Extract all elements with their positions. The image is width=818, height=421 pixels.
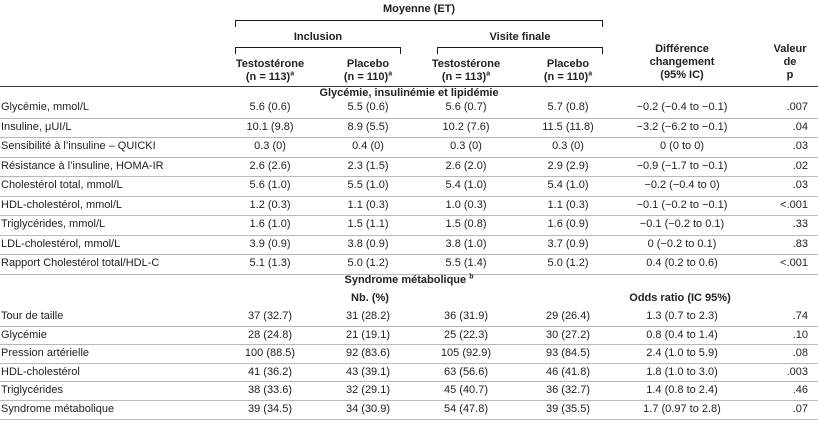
section1-title: Glycémie, insulinémie et lipidémie xyxy=(319,87,499,99)
cell-testo-finale: 63 (56.6) xyxy=(443,365,489,378)
col-placebo-inclusion: Placebo (n = 110)$^a$ xyxy=(343,58,393,83)
cell-p-value: .07 xyxy=(792,403,808,415)
row-label: Tour de taille xyxy=(1,310,64,322)
cell-placebo-inclusion: 2.3 (1.5) xyxy=(347,159,389,172)
cell-placebo-finale: 5.4 (1.0) xyxy=(547,179,589,191)
cell-placebo-inclusion: 0.4 (0) xyxy=(352,140,384,152)
cell-p-value: .02 xyxy=(792,159,808,172)
cell-placebo-inclusion: 5.0 (1.2) xyxy=(347,257,389,269)
cell-testo-finale: 36 (31.9) xyxy=(443,310,489,322)
section2-nb-header: Nb. (%) xyxy=(351,292,389,304)
cell-testo-finale: 5.5 (1.4) xyxy=(445,257,487,269)
cell-testo-finale: 25 (22.3) xyxy=(443,328,489,341)
row-label: LDL-cholestérol, mmol/L xyxy=(1,237,121,250)
row-separator xyxy=(0,254,818,255)
cell-testo-finale: 10.2 (7.6) xyxy=(442,120,490,133)
cell-testo-inclusion: 37 (32.7) xyxy=(247,310,293,322)
cell-placebo-finale: 3.7 (0.9) xyxy=(547,237,589,250)
cell-placebo-finale: 46 (41.8) xyxy=(545,365,591,378)
bracket-moyenne-left xyxy=(235,20,236,27)
cell-difference: −0.2 (−0.4 to −0.1) xyxy=(636,101,728,113)
cell-p-value: .04 xyxy=(792,120,808,133)
cell-testo-inclusion: 38 (33.6) xyxy=(247,384,293,397)
cell-difference: −0.2 (−0.4 to 0) xyxy=(644,179,720,191)
cell-difference: 1.3 (0.7 to 2.3) xyxy=(646,310,718,322)
bracket-inclusion-right xyxy=(400,47,401,54)
cell-placebo-finale: 2.9 (2.9) xyxy=(547,159,589,172)
row-label: Cholestérol total, mmol/L xyxy=(1,179,123,191)
cell-testo-finale: 5.6 (0.7) xyxy=(445,101,487,113)
row-label: Triglycérides xyxy=(1,384,63,397)
cell-testo-finale: 5.4 (1.0) xyxy=(445,179,487,191)
bracket-visite-left xyxy=(437,47,438,54)
cell-testo-inclusion: 5.6 (1.0) xyxy=(249,179,291,191)
row-separator xyxy=(0,363,818,364)
bracket-inclusion xyxy=(235,47,401,48)
cell-testo-finale: 45 (40.7) xyxy=(443,384,489,397)
cell-difference: 2.4 (1.0 to 5.9) xyxy=(646,347,718,360)
col-testo-inclusion: Testostérone (n = 113)$^a$ xyxy=(235,58,305,83)
header-inclusion: Inclusion xyxy=(293,31,343,43)
cell-placebo-finale: 30 (27.2) xyxy=(545,328,591,341)
bracket-inclusion-left xyxy=(235,47,236,54)
row-separator xyxy=(0,157,818,158)
cell-difference: 1.4 (0.8 to 2.4) xyxy=(646,384,718,397)
row-label: Syndrome métabolique xyxy=(1,403,115,415)
cell-testo-finale: 1.5 (0.8) xyxy=(445,218,487,230)
cell-placebo-finale: 1.6 (0.9) xyxy=(547,218,589,230)
cell-testo-finale: 54 (47.8) xyxy=(443,403,489,415)
row-separator xyxy=(0,215,818,216)
cell-p-value: .003 xyxy=(786,365,808,378)
row-separator xyxy=(0,419,818,420)
row-label: HDL-cholestérol, mmol/L xyxy=(1,198,123,211)
cell-testo-finale: 2.6 (2.0) xyxy=(445,159,487,172)
cell-difference: −0.1 (−0.2 to 0.1) xyxy=(639,218,725,230)
cell-placebo-finale: 5.7 (0.8) xyxy=(547,101,589,113)
cell-placebo-inclusion: 1.1 (0.3) xyxy=(347,198,389,211)
section2-title: Syndrome métabolique $^b$ xyxy=(344,273,474,286)
bracket-visite-right xyxy=(602,47,603,54)
cell-placebo-finale: 11.5 (11.8) xyxy=(542,120,594,133)
cell-p-value: .03 xyxy=(792,140,808,152)
row-separator xyxy=(0,118,818,119)
cell-placebo-inclusion: 3.8 (0.9) xyxy=(347,237,389,250)
cell-placebo-inclusion: 5.5 (0.6) xyxy=(347,101,389,113)
cell-testo-inclusion: 28 (24.8) xyxy=(247,328,293,341)
cell-placebo-finale: 5.0 (1.2) xyxy=(547,257,589,269)
cell-placebo-finale: 1.1 (0.3) xyxy=(547,198,589,211)
cell-p-value: .08 xyxy=(792,347,808,360)
cell-p-value: .33 xyxy=(792,218,808,230)
cell-testo-inclusion: 5.1 (1.3) xyxy=(249,257,291,269)
row-separator xyxy=(0,176,818,177)
cell-testo-inclusion: 39 (34.5) xyxy=(247,403,293,415)
row-separator xyxy=(0,137,818,138)
bracket-visite xyxy=(437,47,603,48)
cell-difference: 0.8 (0.4 to 1.4) xyxy=(646,328,718,341)
row-label: Glycémie xyxy=(1,328,47,341)
cell-testo-inclusion: 2.6 (2.6) xyxy=(249,159,291,172)
cell-testo-inclusion: 10.1 (9.8) xyxy=(246,120,294,133)
col-placebo-finale: Placebo (n = 110)$^a$ xyxy=(543,58,593,83)
cell-testo-inclusion: 3.9 (0.9) xyxy=(249,237,291,250)
cell-testo-inclusion: 1.2 (0.3) xyxy=(249,198,291,211)
cell-p-value: .46 xyxy=(792,384,808,397)
cell-testo-inclusion: 0.3 (0) xyxy=(254,140,286,152)
cell-difference: 0 (0 to 0) xyxy=(659,140,705,152)
cell-p-value: .03 xyxy=(792,179,808,191)
col-valeur-p: Valeur de p xyxy=(773,43,807,81)
cell-placebo-inclusion: 8.9 (5.5) xyxy=(347,120,389,133)
cell-testo-finale: 3.8 (1.0) xyxy=(445,237,487,250)
cell-placebo-inclusion: 1.5 (1.1) xyxy=(347,218,389,230)
row-separator xyxy=(0,196,818,197)
cell-testo-inclusion: 1.6 (1.0) xyxy=(249,218,291,230)
row-label: Sensibilité à l’insuline – QUICKI xyxy=(1,140,156,152)
cell-difference: −0.9 (−1.7 to −0.1) xyxy=(636,159,728,172)
col-difference: Différence changement (95% IC) xyxy=(649,43,715,81)
cell-testo-inclusion: 100 (88.5) xyxy=(244,347,296,360)
cell-placebo-inclusion: 31 (28.2) xyxy=(345,310,391,322)
row-separator xyxy=(0,326,818,327)
header-visite-finale: Visite finale xyxy=(489,31,551,43)
cell-p-value: .007 xyxy=(786,101,808,113)
header-moyenne: Moyenne (ET) xyxy=(382,3,456,15)
cell-p-value: .74 xyxy=(792,310,808,322)
row-label: Triglycérides, mmol/L xyxy=(1,218,106,230)
cell-testo-inclusion: 5.6 (0.6) xyxy=(249,101,291,113)
cell-p-value: .83 xyxy=(792,237,808,250)
row-separator xyxy=(0,400,818,401)
row-label: Insuline, μUI/L xyxy=(1,120,72,133)
cell-placebo-inclusion: 43 (39.1) xyxy=(345,365,391,378)
cell-placebo-inclusion: 34 (30.9) xyxy=(345,403,391,415)
row-label: Glycémie, mmol/L xyxy=(1,101,90,113)
cell-difference: 1.8 (1.0 to 3.0) xyxy=(646,365,718,378)
row-separator xyxy=(0,344,818,345)
cell-difference: −3.2 (−6.2 to −0.1) xyxy=(636,120,728,133)
cell-p-value: <.001 xyxy=(780,257,808,269)
bracket-moyenne xyxy=(235,20,603,21)
row-label: Résistance à l’insuline, HOMA-IR xyxy=(1,159,164,172)
cell-placebo-inclusion: 92 (83.6) xyxy=(345,347,391,360)
cell-placebo-inclusion: 32 (29.1) xyxy=(345,384,391,397)
row-separator xyxy=(0,235,818,236)
cell-placebo-finale: 36 (32.7) xyxy=(545,384,591,397)
cell-difference: −0.1 (−0.2 to −0.1) xyxy=(636,198,728,211)
cell-difference: 0.4 (0.2 to 0.6) xyxy=(646,257,718,269)
bracket-moyenne-right xyxy=(602,20,603,27)
cell-placebo-finale: 29 (26.4) xyxy=(545,310,591,322)
cell-testo-inclusion: 41 (36.2) xyxy=(247,365,293,378)
cell-placebo-finale: 0.3 (0) xyxy=(552,140,584,152)
cell-placebo-inclusion: 21 (19.1) xyxy=(345,328,391,341)
cell-placebo-finale: 39 (35.5) xyxy=(545,403,591,415)
row-label: Pression artérielle xyxy=(1,347,90,360)
row-separator xyxy=(0,381,818,382)
cell-testo-finale: 0.3 (0) xyxy=(450,140,482,152)
cell-testo-finale: 105 (92.9) xyxy=(440,347,492,360)
row-label: Rapport Cholestérol total/HDL-C xyxy=(1,257,160,269)
cell-difference: 1.7 (0.97 to 2.8) xyxy=(643,403,721,415)
col-testo-finale: Testostérone (n = 113)$^a$ xyxy=(431,58,501,83)
cell-difference: 0 (−0.2 to 0.1) xyxy=(647,237,717,250)
cell-p-value: .10 xyxy=(792,328,808,341)
cell-placebo-finale: 93 (84.5) xyxy=(545,347,591,360)
section2-odds-header: Odds ratio (IC 95%) xyxy=(629,292,731,304)
cell-p-value: <.001 xyxy=(780,198,808,211)
cell-placebo-inclusion: 5.5 (1.0) xyxy=(347,179,389,191)
cell-testo-finale: 1.0 (0.3) xyxy=(445,198,487,211)
row-label: HDL-cholestérol xyxy=(1,365,80,378)
